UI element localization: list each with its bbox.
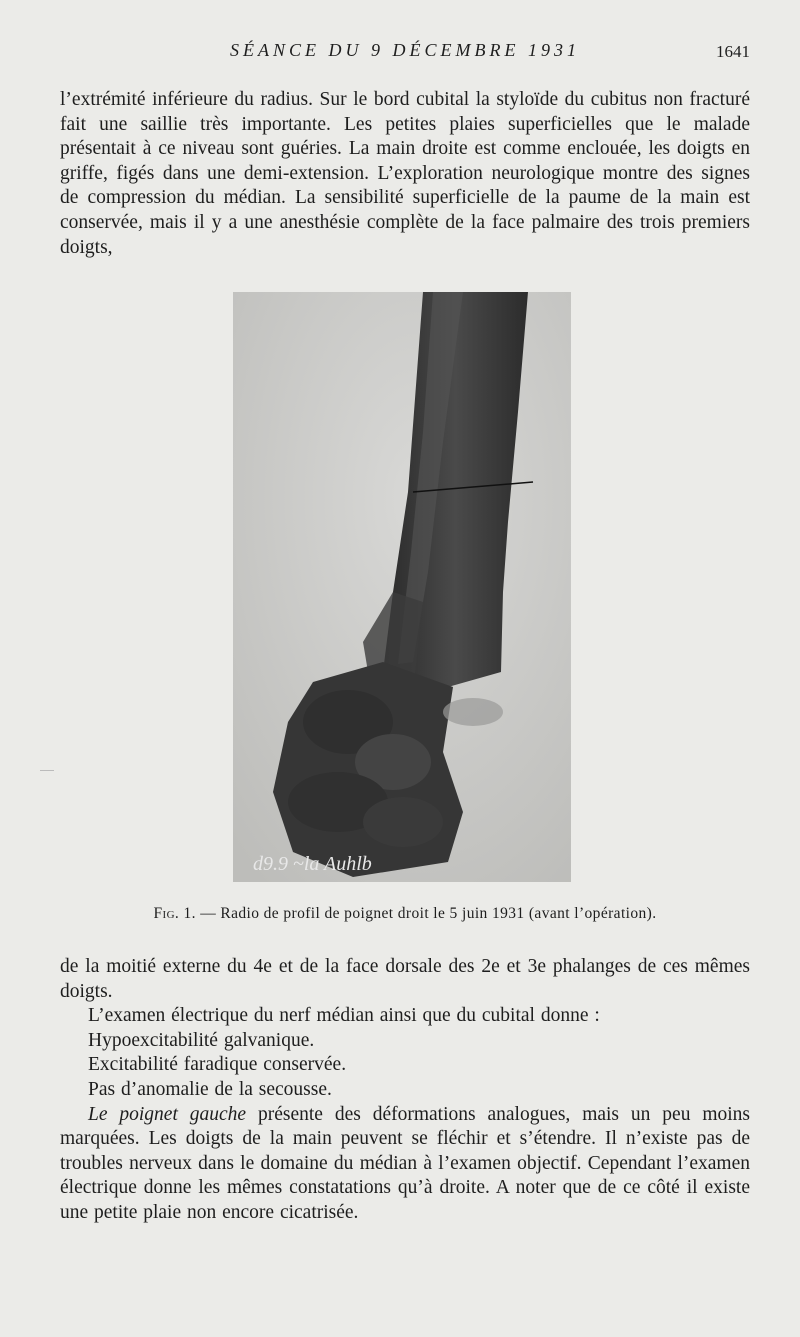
bottom-text-block (60, 955, 750, 1226)
radiograph-signature: d9.9 ~la Auhlb (253, 853, 372, 875)
exam-item-3: Pas d’anomalie de la secousse. (88, 1078, 332, 1100)
radiograph-figure (233, 292, 571, 882)
exam-item-1: Hypoexcitabilité galvanique. (88, 1029, 315, 1051)
exam-item-2: Excitabilité faradique conservée. (88, 1054, 347, 1076)
left-wrist-label: Le poignet gauche (88, 1103, 247, 1125)
margin-mark (40, 770, 54, 771)
exam-intro: L’examen électrique du nerf médian ainsi que du cubital donne : (88, 1005, 600, 1027)
continuation-paragraph: de la moitié externe du 4e et de la face dorsale des 2e et 3e phalanges de ces mêmes doigts. (60, 956, 750, 1002)
left-wrist-paragraph (60, 1103, 750, 1226)
page-header (60, 40, 750, 70)
top-paragraph: l’extrémité inférieure du radius. Sur le bord cubital la styloïde du cubitus non fracturé fait une saillie très importante. Les petites plaies superficielles que le malade présentait à ce niveau sont guéries. La main droite est comme enclouée, les doigts en griffe, figés dans une demi-extension. L’exploration neurologique montre des signes de compression du médian. La sensibilité superficielle de la paume de la main est conservée, mais il y a une anesthésie complète de la face palmaire des trois premiers doigts, (60, 89, 750, 258)
caption-label: Fig. 1. (153, 905, 196, 922)
running-title: SÉANCE DU 9 DÉCEMBRE 1931 (230, 40, 580, 60)
radiograph-image (233, 292, 571, 882)
page-number: 1641 (716, 42, 750, 61)
caption-text: — Radio de profil de poignet droit le 5 juin 1931 (avant l’opération). (200, 905, 657, 922)
left-wrist-text: présente des déformations analogues, mais un peu moins marquées. Les doigts de la main peuvent se fléchir et s’étendre. Il n’existe pas de troubles nerveux dans le domaine du médian à l’examen objectif. Cependant l’examen électrique donne les mêmes constatations qu’à droite. A noter que de ce côté il existe une petite plaie non encore cicatrisée. (60, 1103, 751, 1223)
top-paragraph-block (60, 88, 750, 260)
figure-caption (60, 905, 750, 923)
